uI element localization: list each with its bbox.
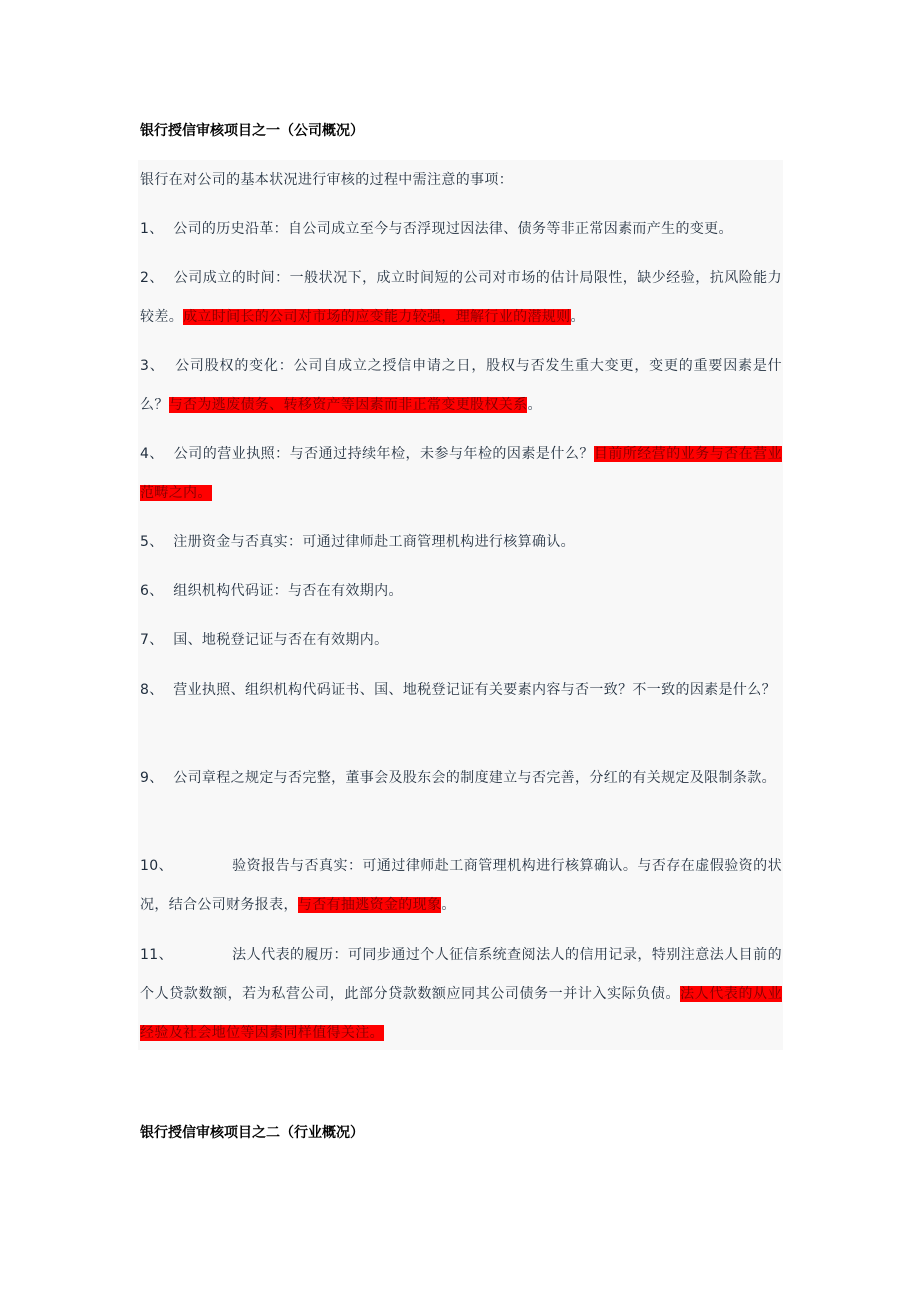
item-highlight: 法人代表的从业经验及社会地位等因素同样值得关注。 xyxy=(140,986,782,1041)
item-highlight: 目前所经营的业务与否在营业范畴之内。 xyxy=(140,446,782,501)
item-highlight: 与否有抽逃资金的现象 xyxy=(297,897,442,913)
list-item-7 xyxy=(140,621,782,660)
item-text: 公司的历史沿革：自公司成立至今与否浮现过因法律、债务等非正常因素而产生的变更。 xyxy=(173,221,733,237)
item-text: 法人代表的履历：可同步通过个人征信系统查阅法人的信用记录，特别注意法人目前的个人贷款数额，若为私营公司，此部分贷款数额应同其公司债务一并计入实际负债。 xyxy=(140,947,782,1002)
item-number: 10、 xyxy=(140,858,174,874)
item-highlight: 与否为逃废债务、转移资产等因素而非正常变更股权关系 xyxy=(168,397,528,413)
item-text: 公司章程之规定与否完整，董事会及股东会的制度建立与否完善，分红的有关规定及限制条款。 xyxy=(173,770,776,786)
item-separator xyxy=(164,446,174,462)
item-number: 5、 xyxy=(140,534,164,550)
item-separator xyxy=(173,947,232,963)
item-text: 验资报告与否真实：可通过律师赴工商管理机构进行核算确认。与否存在虚假验资的状况，结合公司财务报表， xyxy=(140,858,782,913)
list-item-8 xyxy=(140,671,782,710)
list-item-11 xyxy=(140,936,782,1053)
intro-text: 银行在对公司的基本状况进行审核的过程中需注意的事项： xyxy=(140,172,514,188)
item-number: 8、 xyxy=(140,682,164,698)
item-text: 注册资金与否真实：可通过律师赴工商管理机构进行核算确认。 xyxy=(173,534,576,550)
list-item-6 xyxy=(140,572,782,611)
item-text: 国、地税登记证与否在有效期内。 xyxy=(173,632,389,648)
item-tail: 。 xyxy=(441,897,456,913)
item-text: 营业执照、组织机构代码证书、国、地税登记证有关要素内容与否一致？不一致的因素是什么？ xyxy=(173,682,776,698)
list-item-9 xyxy=(140,759,782,798)
item-number: 4、 xyxy=(140,446,164,462)
item-separator xyxy=(164,534,174,550)
item-separator xyxy=(164,270,174,286)
item-text: 公司的营业执照：与否通过持续年检，未参与年检的因素是什么？ xyxy=(173,446,594,462)
item-highlight: 成立时间长的公司对市场的应变能力较强，理解行业的潜规则 xyxy=(183,309,571,325)
list-item-1 xyxy=(140,210,782,249)
item-tail: 。 xyxy=(570,309,585,325)
item-separator xyxy=(164,682,174,698)
list-item-4 xyxy=(140,435,782,513)
item-number: 6、 xyxy=(140,583,164,599)
section-title-2: 银行授信审核项目之二（行业概况） xyxy=(140,1125,364,1141)
item-number: 2、 xyxy=(140,270,164,286)
item-separator xyxy=(164,632,174,648)
list-item-10 xyxy=(140,847,782,925)
item-number: 3、 xyxy=(140,358,165,374)
item-tail: 。 xyxy=(527,397,542,413)
list-item-3 xyxy=(140,347,782,425)
item-number: 9、 xyxy=(140,770,164,786)
item-text: 公司股权的变化：公司自成立之授信申请之日，股权与否发生重大变更，变更的重要因素是什么？ xyxy=(140,358,782,413)
item-separator xyxy=(165,358,176,374)
item-text: 组织机构代码证：与否在有效期内。 xyxy=(173,583,403,599)
item-text: 公司成立的时间：一般状况下，成立时间短的公司对市场的估计局限性，缺少经验，抗风险能力较差。 xyxy=(140,270,783,325)
list-item-2 xyxy=(140,259,782,337)
item-separator xyxy=(164,221,174,237)
item-number: 1、 xyxy=(140,221,164,237)
section-title-1: 银行授信审核项目之一（公司概况） xyxy=(140,123,364,139)
item-number: 7、 xyxy=(140,632,164,648)
item-separator xyxy=(164,583,174,599)
item-separator xyxy=(164,770,174,786)
list-item-5 xyxy=(140,523,782,562)
item-separator xyxy=(173,858,232,874)
item-number: 11、 xyxy=(140,947,174,963)
